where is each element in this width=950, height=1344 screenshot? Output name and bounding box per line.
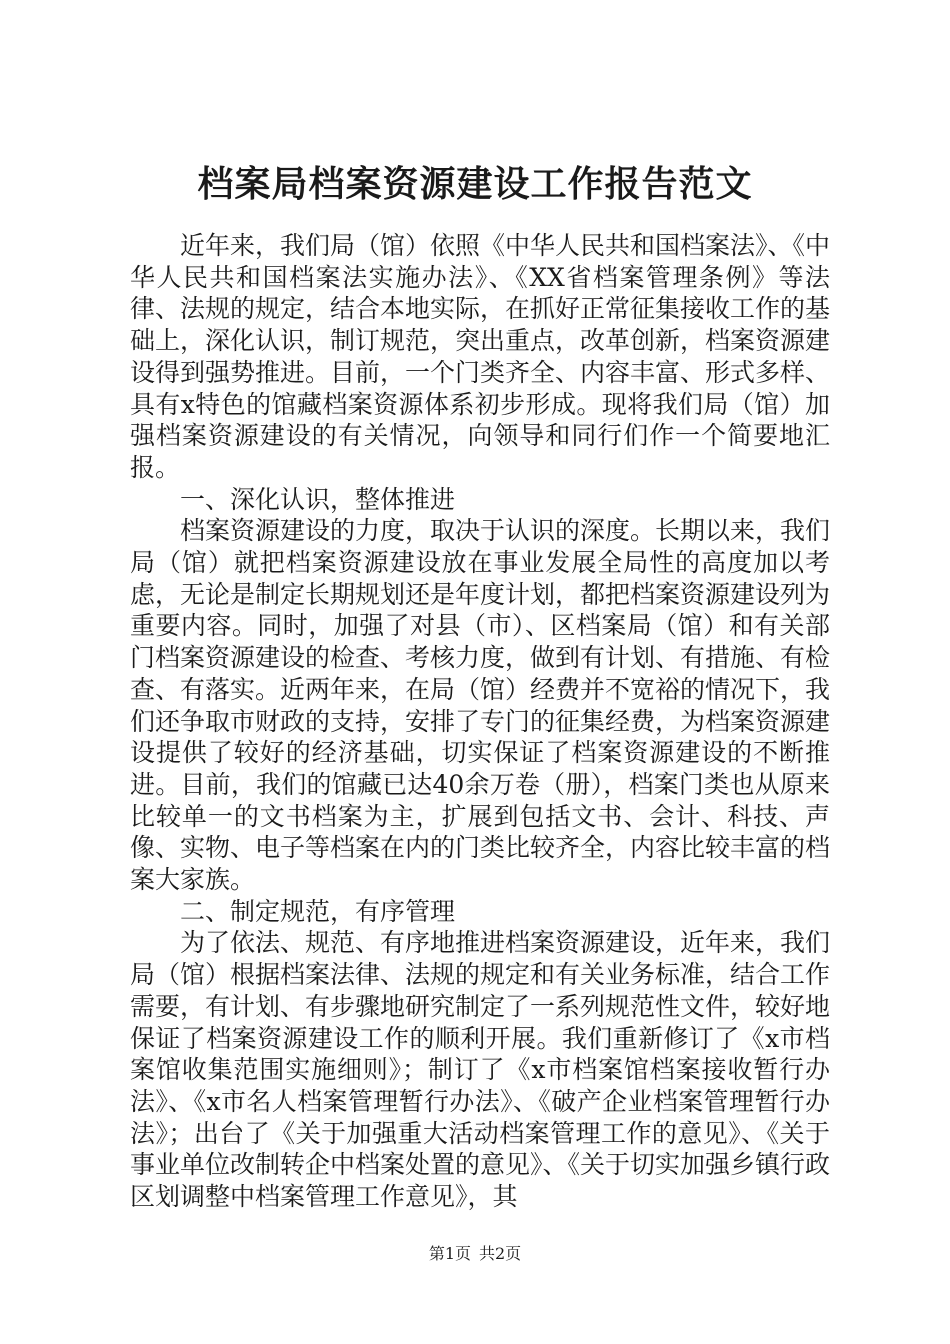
intro-paragraph: 近年来，我们局（馆）依照《中华人民共和国档案法》、《中华人民共和国档案法实施办法》、《XX省档案管理条例》等法律、法规的规定，结合本地实际，在抓好正常征集接收工作的基础上，深化认识，制订规范，突出重点，改革创新，档案资源建设得到强势推进。目前，一个门类齐全、内容丰富、形式多样、具有x特色的馆藏档案资源体系初步形成。现将我们局（馆）加强档案资源建设的有关情况，向领导和同行们作一个简要地汇报。: [130, 231, 831, 482]
page-total: 共2页: [479, 1244, 522, 1263]
section-heading-1: 一、深化认识，整体推进: [180, 484, 456, 514]
section-1-paragraph: 档案资源建设的力度，取决于认识的深度。长期以来，我们局（馆）就把档案资源建设放在事业发展全局性的高度加以考虑，无论是制定长期规划还是年度计划，都把档案资源建设列为重要内容。同时，加强了对县（市）、区档案局（馆）和有关部门档案资源建设的检查、考核力度，做到有计划、有措施、有检查、有落实。近两年来，在局（馆）经费并不宽裕的情况下，我们还争取市财政的支持，安排了专门的征集经费，为档案资源建设提供了较好的经济基础，切实保证了档案资源建设的不断推进。目前，我们的馆藏已达40余万卷（册），档案门类也从原来比较单一的文书档案为主，扩展到包括文书、会计、科技、声像、实物、电子等档案在内的门类比较齐全，内容比较丰富的档案大家族。: [130, 516, 831, 895]
section-2-paragraph: 为了依法、规范、有序地推进档案资源建设，近年来，我们局（馆）根据档案法律、法规的规定和有关业务标准，结合工作需要，有计划、有步骤地研究制定了一系列规范性文件，较好地保证了档案资源建设工作的顺利开展。我们重新修订了《x市档案馆收集范围实施细则》；制订了《x市档案馆档案接收暂行办法》、《x市名人档案管理暂行办法》、《破产企业档案管理暂行办法》；出台了《关于加强重大活动档案管理工作的意见》、《关于事业单位改制转企中档案处置的意见》、《关于切实加强乡镇行政区划调整中档案管理工作意见》，其: [130, 928, 831, 1212]
section-heading-2: 二、制定规范，有序管理: [180, 896, 456, 926]
page-number: 第1页: [428, 1244, 471, 1263]
document-body: [130, 230, 830, 1213]
page-footer: [0, 1242, 950, 1266]
document-title: 档案局档案资源建设工作报告范文: [197, 163, 753, 205]
